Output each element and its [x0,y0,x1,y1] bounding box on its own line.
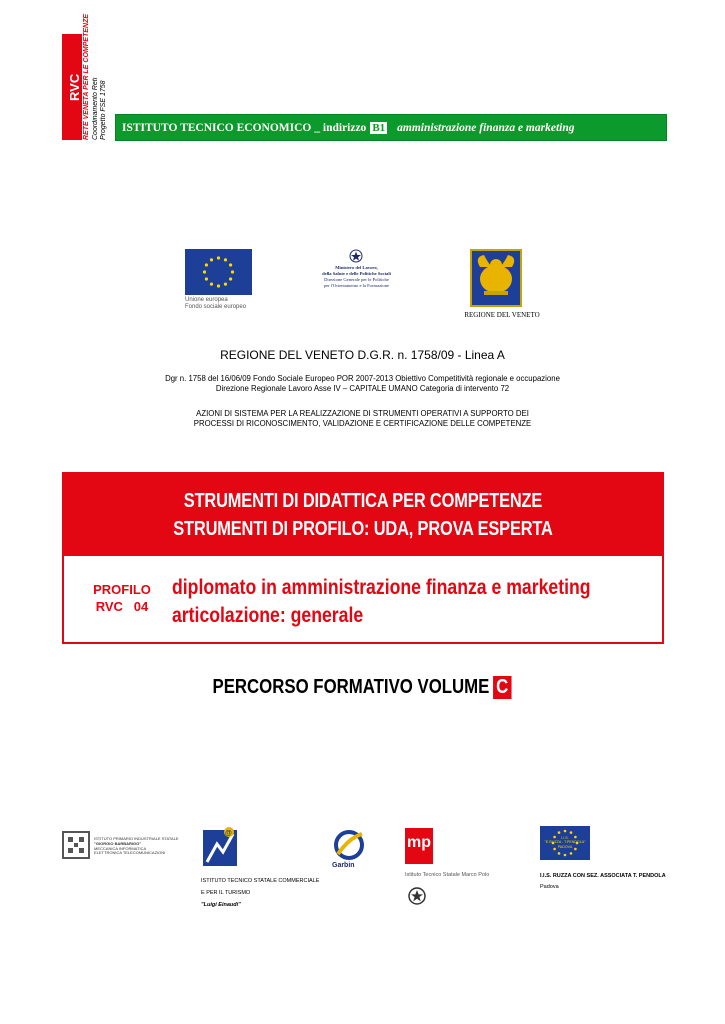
header-specialization: amministrazione finanza e marketing [397,121,575,134]
ruzza-flag-line1: I.I.S. [561,836,569,840]
emblem-icon [349,249,363,264]
svg-text:@: @ [225,830,232,837]
republic-emblem-icon [407,886,427,906]
barbarigo-line3: MECCANICA INFORMATICA [94,845,147,851]
eu-caption-line1: Unione europea [185,297,228,303]
actions-line2: PROCESSI DI RICONOSCIMENTO, VALIDAZIONE E CERTIFICAZIONE DELLE COMPETENZE [193,419,532,428]
barbarigo-logo [62,829,186,865]
decree-line2: Direzione Regionale Lavoro Asse IV – CAPITALE UMANO Categoria di intervento 72 [215,384,510,393]
ruzza-flag-line2: "E.RUZZA - T.PENDOLA" [544,840,586,845]
profile-label-line1: PROFILO [93,582,151,597]
title-line2: STRUMENTI DI PROFILO: UDA, PROVA ESPERTA [173,518,553,540]
region-actions-text [0,409,725,429]
barbarigo-line2: "GIORGIO BARBARIGO" [94,840,142,846]
profile-title: diplomato in amministrazione finanza e marketing [172,576,591,599]
title-box [62,472,664,644]
garbin-logo [328,828,374,872]
ministry-line1: Ministero del Lavoro, [335,265,378,270]
region-decree-text [0,374,725,394]
header-institute: ISTITUTO TECNICO ECONOMICO _ indirizzo [122,121,367,134]
lion-of-st-mark-icon [470,249,522,307]
header-band [115,114,667,141]
profile-articulation: articolazione: generale [172,604,364,627]
percorso-text: PERCORSO FORMATIVO VOLUME [212,676,490,698]
header-code: B1 [372,121,386,134]
ministry-logo [314,249,399,294]
ministry-line4: per l'Orientamento e la Formazione [323,283,390,288]
title-banner [64,474,662,556]
rvc-project: Progetto FSE 1758 [100,80,107,140]
percorso-heading [0,676,725,699]
barbarigo-line1: ISTITUTO PRIMARIO INDUSTRIALE STATALE [94,836,179,841]
rvc-side-label [62,13,108,140]
rvc-letters: RVC [67,73,82,101]
marco-polo-mark: mp [407,834,431,851]
marco-polo-logo [405,828,525,910]
profile-label [82,581,162,615]
barbarigo-text [94,837,186,856]
einaudi-logo [201,826,321,916]
ministry-line3: Direzione Generale per le Politiche [324,277,389,282]
barbarigo-mark-icon [62,831,90,859]
ruzza-pendola-logo [540,826,670,890]
rvc-coordination: Coordinamento Reti [92,77,99,140]
ruzza-flag-text [540,836,590,849]
ministry-text [314,265,399,289]
region-title: REGIONE DEL VENETO D.G.R. n. 1758/09 - Linea A [220,348,505,362]
ministry-line2: della Salute e delle Politiche Sociali [322,271,391,276]
eu-logo [185,249,253,313]
actions-line1: AZIONI DI SISTEMA PER LA REALIZZAZIONE DI STRUMENTI OPERATIVI A SUPPORTO DEI [196,409,529,418]
ruzza-flag-icon [540,826,590,860]
barbarigo-line4: ELETTRONICA TELECOMUNICAZIONI [94,850,166,856]
ruzza-line2: Padova [540,884,559,890]
decree-line1: Dgr n. 1758 del 16/06/09 Fondo Sociale Europeo POR 2007-2013 Obiettivo Competitività regionale e occupazione [165,374,560,383]
veneto-logo [466,249,538,321]
eu-caption-line2: Fondo sociale europeo [185,304,247,310]
rvc-network-name: RETE VENETA PER LE COMPETENZE [83,13,90,140]
garbin-mark-icon [332,828,366,860]
eu-flag-icon [185,249,252,295]
profile-label-line2: RVC 04 [95,599,149,614]
garbin-name: Garbin [332,862,355,869]
ruzza-flag-line3: PADOVA [557,844,573,849]
ruzza-line1: I.I.S. RUZZA CON SEZ. ASSOCIATA T. PENDOLA [540,873,666,879]
eu-caption [185,297,265,311]
einaudi-line1: ISTITUTO TECNICO STATALE COMMERCIALE [201,878,320,884]
einaudi-line2: E PER IL TURISMO [201,890,251,896]
volume-letter-badge: C [493,676,512,699]
einaudi-mark-icon [203,826,237,866]
title-line1: STRUMENTI DI DIDATTICA PER COMPETENZE [183,490,543,512]
veneto-caption: REGIONE DEL VENETO [464,311,540,319]
marco-polo-name: Istituto Tecnico Statale Marco Polo [405,872,490,878]
einaudi-line3: "Luigi Einaudi" [201,902,241,908]
